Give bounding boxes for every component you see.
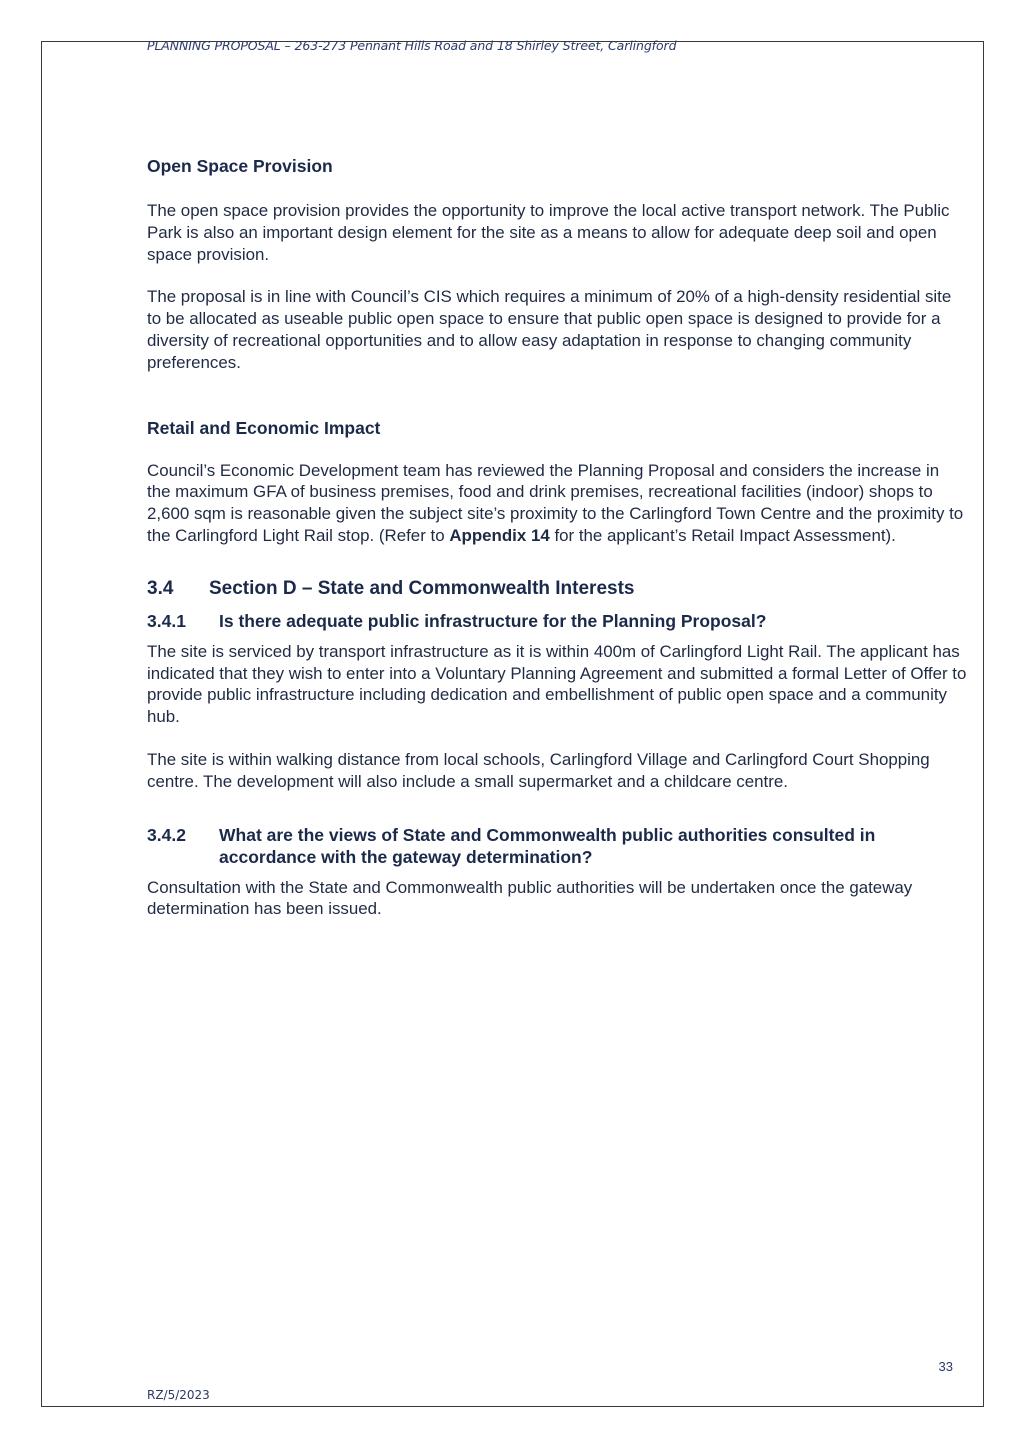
open-space-heading: Open Space Provision <box>147 156 333 176</box>
section-3-4-1-heading <box>147 610 967 632</box>
retail-text-end: for the applicant’s Retail Impact Assessment). <box>549 525 896 545</box>
section-3-4-number: 3.4 <box>147 577 174 599</box>
section-3-4-1-number: 3.4.1 <box>147 610 186 631</box>
appendix-reference: Appendix 14 <box>449 525 550 545</box>
open-space-paragraph-2: The proposal is in line with Council’s CIS which requires a minimum of 20% of a high-density residential site to be allocated as useable public open space to ensure that public open space is designed to provide for a diversity of recreational opportunities and to allow easy adaptation in response to changing community preferences. <box>147 287 952 372</box>
section-3-4-2-title: What are the views of State and Commonwealth public authorities consulted in accordance with the gateway determination? <box>219 824 876 867</box>
retail-text-start: Council’s Economic Development team has reviewed the Planning Proposal and considers the increase in the maximum GFA of business premises, food and drink premises, recreational facilities (indoor) shops to 2,600 sqm is reasonable given the subject site’s proximity to the Carlingford Town Centre and the proximity to the Carlingford Light Rail stop. (Refer to <box>147 460 964 545</box>
infrastructure-paragraph-2: The site is within walking distance from local schools, Carlingford Village and Carlingford Court Shopping centre. The development will also include a small supermarket and a childcare centre. <box>147 749 930 791</box>
retail-heading: Retail and Economic Impact <box>147 417 381 438</box>
retail-paragraph <box>147 460 967 547</box>
running-header: PLANNING PROPOSAL – 263-273 Pennant Hills Road and 18 Shirley Street, Carlingford <box>147 38 677 53</box>
section-3-4-title: Section D – State and Commonwealth Interests <box>209 577 635 599</box>
page-number: 33 <box>938 1359 953 1374</box>
section-3-4-heading <box>147 577 967 601</box>
section-3-4-2-number: 3.4.2 <box>147 824 186 845</box>
infrastructure-paragraph-1: The site is serviced by transport infrastructure as it is within 400m of Carlingford Light Rail. The applicant has indicated that they wish to enter into a Voluntary Planning Agreement and submitted a formal Letter of Offer to provide public infrastructure including dedication and embellishment of public open space and a community hub. <box>147 641 967 727</box>
section-3-4-2-heading <box>147 824 967 868</box>
document-reference: RZ/5/2023 <box>147 1388 210 1402</box>
open-space-paragraph-1: The open space provision provides the opportunity to improve the local active transport network. The Public Park is also an important design element for the site as a means to allow for adequate deep soil and open space provision. <box>147 201 950 264</box>
page-content <box>147 155 967 920</box>
section-3-4-1-title: Is there adequate public infrastructure for the Planning Proposal? <box>219 610 767 631</box>
consultation-paragraph: Consultation with the State and Commonwealth public authorities will be undertaken once the gateway determination has been issued. <box>147 877 913 919</box>
